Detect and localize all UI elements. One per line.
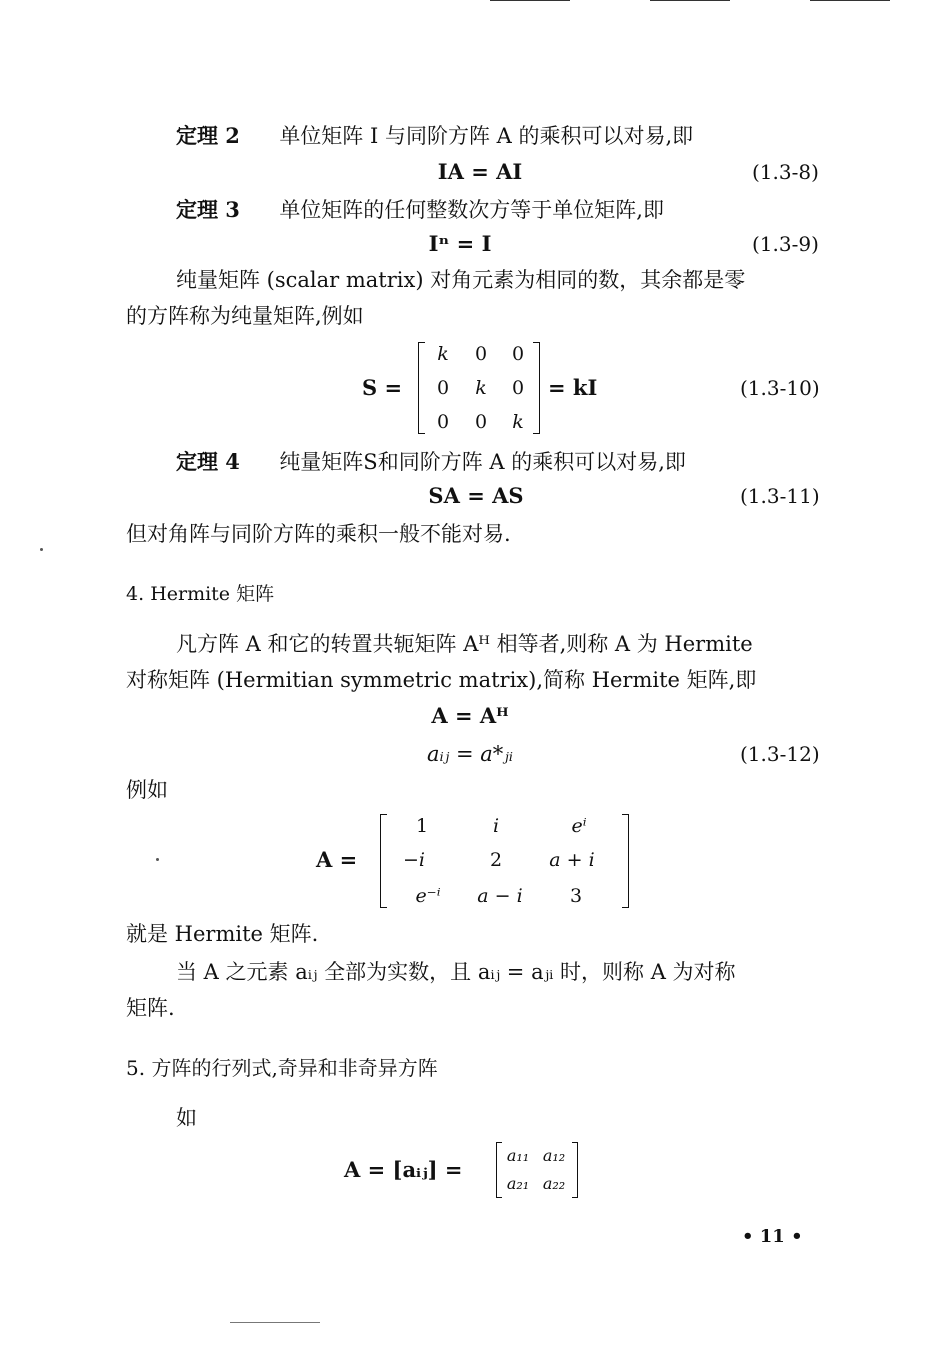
eqno-1-3-10: (1.3-10): [740, 376, 820, 400]
section4-title: Hermite 矩阵: [150, 583, 275, 605]
ru-label: 如: [176, 1106, 197, 1130]
section4-heading: [126, 580, 274, 608]
hermite-eq-line2: aᵢⱼ = a*ⱼᵢ: [426, 742, 514, 766]
final-cell: a₁₁: [506, 1146, 530, 1165]
scalar-cell: k: [475, 377, 487, 399]
scalar-cell: 0: [474, 411, 488, 433]
scalar-eq-rhs: = kI: [548, 375, 598, 400]
example-right-bracket: [622, 814, 629, 908]
scalar-cell: 0: [511, 343, 525, 365]
scan-speck: [156, 858, 159, 861]
section4-number: 4.: [126, 583, 145, 605]
top-rule-1: [490, 0, 570, 1]
scalar-eq-lhs: S =: [362, 375, 403, 400]
page-number: • 11 •: [742, 1226, 803, 1247]
section5-title: 方阵的行列式,奇异和非奇异方阵: [151, 1056, 438, 1080]
final-cell: a₁₂: [542, 1146, 566, 1165]
example-matrix-lhs: A =: [316, 847, 358, 872]
section5-number: 5.: [126, 1056, 146, 1080]
theorem4-text: 纯量矩阵S和同阶方阵 A 的乘积可以对易,即: [279, 450, 686, 474]
theorem3-label: 定理 3: [176, 197, 240, 222]
eqno-1-3-11: (1.3-11): [740, 484, 820, 508]
example-cell: −i: [403, 849, 425, 871]
final-eq-lhs: A = [aᵢⱼ] =: [344, 1157, 463, 1182]
eqno-1-3-8: (1.3-8): [752, 160, 819, 184]
scalar-cell: k: [512, 411, 524, 433]
theorem4-block: [176, 448, 686, 476]
example-cell: eⁱ: [571, 815, 587, 837]
example-cell: a − i: [477, 885, 523, 907]
section5-heading: [126, 1054, 438, 1082]
hermite-para-line1: 凡方阵 A 和它的转置共轭矩阵 Aᴴ 相等者,则称 A 为 Hermite: [176, 632, 753, 656]
theorem3-text: 单位矩阵的任何整数次方等于单位矩阵,即: [279, 198, 664, 222]
top-rule-2: [650, 0, 730, 1]
eqno-1-3-9: (1.3-9): [752, 232, 819, 256]
theorem2-block: [176, 122, 693, 150]
scalar-cell: 0: [436, 411, 450, 433]
scalar-cell: 0: [436, 377, 450, 399]
scalar-cell: k: [437, 343, 449, 365]
symmetric-para-line2: 矩阵.: [126, 996, 175, 1020]
example-cell: 1: [415, 815, 429, 837]
scalar-para-line2: 的方阵称为纯量矩阵,例如: [126, 304, 364, 328]
theorem2-label: 定理 2: [176, 123, 240, 148]
hermite-para-line2: 对称矩阵 (Hermitian symmetric matrix),简称 Hermite 矩阵,即: [126, 668, 757, 692]
hermite-eq-line1: A = Aᴴ: [431, 703, 509, 728]
scalar-right-bracket: [533, 342, 540, 434]
example-cell: 2: [489, 849, 503, 871]
scalar-cell: 0: [511, 377, 525, 399]
example-label: 例如: [126, 778, 168, 802]
theorem2-text: 单位矩阵 I 与同阶方阵 A 的乘积可以对易,即: [279, 124, 694, 148]
eqno-1-3-12: (1.3-12): [740, 742, 820, 766]
theorem2-equation: IA = AI: [437, 159, 523, 184]
bottom-scan-mark: [230, 1322, 320, 1323]
final-right-bracket: [572, 1142, 578, 1198]
scalar-cell: 0: [474, 343, 488, 365]
final-cell: a₂₂: [542, 1174, 566, 1193]
theorem3-block: [176, 196, 664, 224]
example-cell: a + i: [549, 849, 595, 871]
diag-note: 但对角阵与同阶方阵的乘积一般不能对易.: [126, 522, 511, 546]
example-cell: i: [492, 815, 500, 837]
scalar-para-line1: 纯量矩阵 (scalar matrix) 对角元素为相同的数，其余都是零: [176, 268, 746, 292]
symmetric-para-line1: 当 A 之元素 aᵢⱼ 全部为实数，且 aᵢⱼ = aⱼᵢ 时，则称 A 为对称: [176, 960, 736, 984]
example-cell: e⁻ⁱ: [415, 885, 441, 907]
scalar-left-bracket: [418, 342, 425, 434]
theorem3-equation: Iⁿ = I: [428, 231, 492, 256]
is-hermite-note: 就是 Hermite 矩阵.: [126, 922, 319, 946]
theorem4-equation: SA = AS: [428, 483, 524, 508]
scan-speck: [40, 548, 43, 551]
example-cell: 3: [569, 885, 583, 907]
theorem4-label: 定理 4: [176, 449, 240, 474]
final-cell: a₂₁: [506, 1174, 530, 1193]
top-rule-3: [810, 0, 890, 1]
